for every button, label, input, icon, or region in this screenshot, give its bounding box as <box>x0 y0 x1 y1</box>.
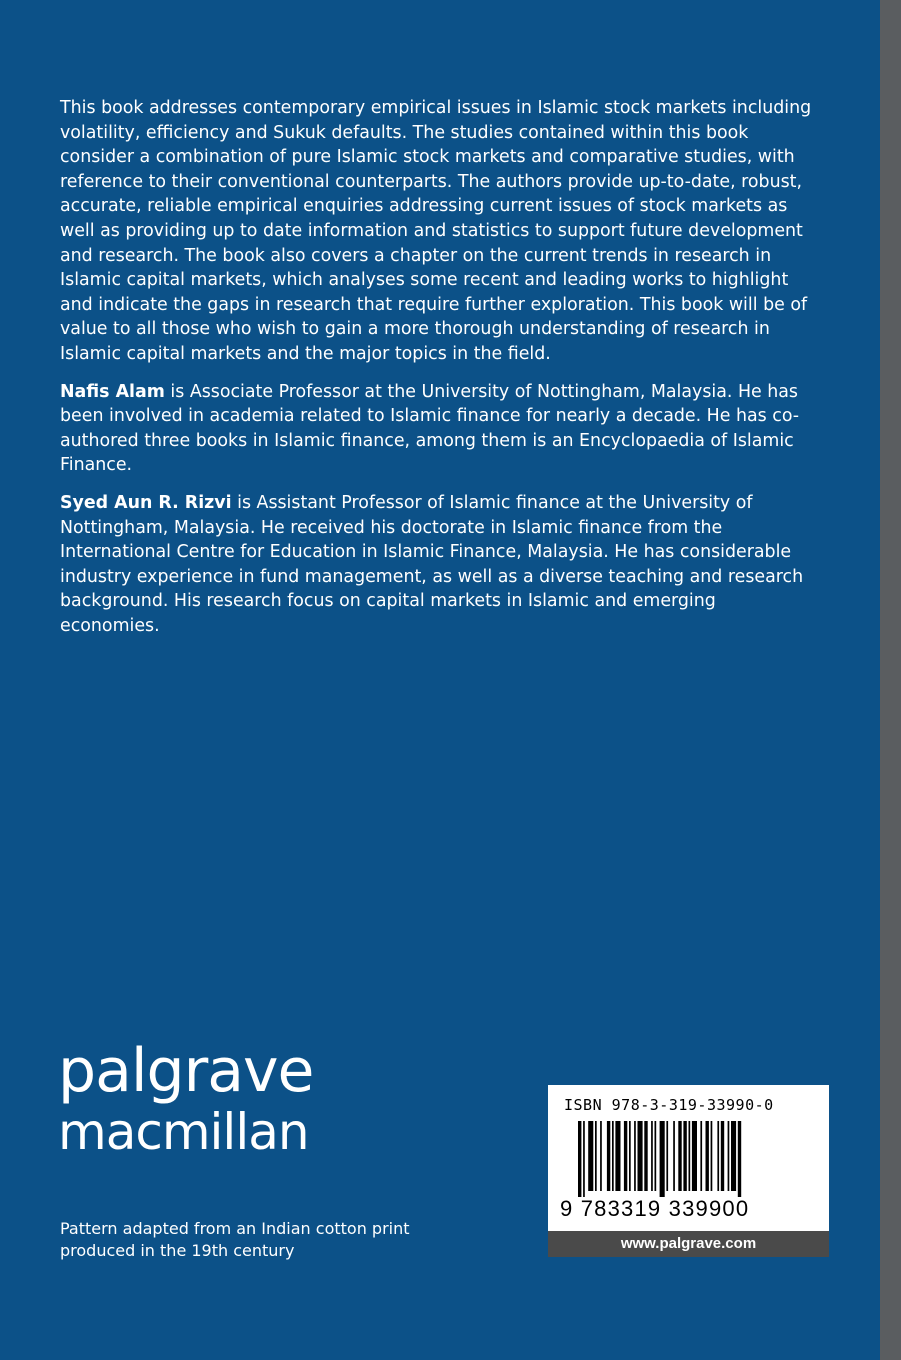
author2-paragraph <box>60 491 820 639</box>
logo-line-palgrave: palgrave <box>58 1036 314 1106</box>
barcode-digits: 9 783319 339900 <box>560 1196 750 1221</box>
author2-name: Syed Aun R. Rizvi <box>60 492 232 513</box>
publisher-url: www.palgrave.com <box>548 1231 829 1257</box>
barcode-icon <box>578 1121 800 1197</box>
publisher-logo <box>58 1038 313 1160</box>
author1-name: Nafis Alam <box>60 381 165 402</box>
author1-paragraph <box>60 380 820 478</box>
description-paragraph: This book addresses contemporary empirical issues in Islamic stock markets including volatility, efficiency and Sukuk defaults. The studies contained within this book consider a combination of pure Islamic stock markets and comparative studies, with reference to their conventional counterparts. The authors provide up-to-date, robust, accurate, reliable empirical enquiries addressing current issues of stock markets as well as providing up to date information and statistics to support future development and research. The book also covers a chapter on the current trends in research in Islamic capital markets, which analyses some recent and leading works to highlight and indicate the gaps in research that require further exploration. This book will be of value to all those who wish to gain a more thorough understanding of research in Islamic capital markets and the major topics in the field. <box>60 98 812 364</box>
spine-edge <box>880 0 901 1360</box>
author1-bio: is Associate Professor at the University of Nottingham, Malaysia. He has been involved in academia related to Islamic finance for nearly a decade. He has co-authored three books in Islamic finance, among them is an Encyclopaedia of Islamic Finance. <box>60 381 800 476</box>
isbn-label: ISBN 978-3-319-33990-0 <box>564 1096 774 1114</box>
author2-bio: is Assistant Professor of Islamic finance at the University of Nottingham, Malaysia. He received his doctorate in Islamic finance from the International Centre for Education in Islamic Finance, Malaysia. He has considerable industry experience in fund management, as well as a diverse teaching and research background. His research focus on capital markets in Islamic and emerging economies. <box>60 492 804 636</box>
cover-blurb <box>60 96 820 651</box>
logo-line-macmillan: macmillan <box>58 1103 309 1161</box>
pattern-credit: Pattern adapted from an Indian cotton print produced in the 19th century <box>60 1219 410 1260</box>
isbn-barcode-box <box>548 1085 829 1257</box>
